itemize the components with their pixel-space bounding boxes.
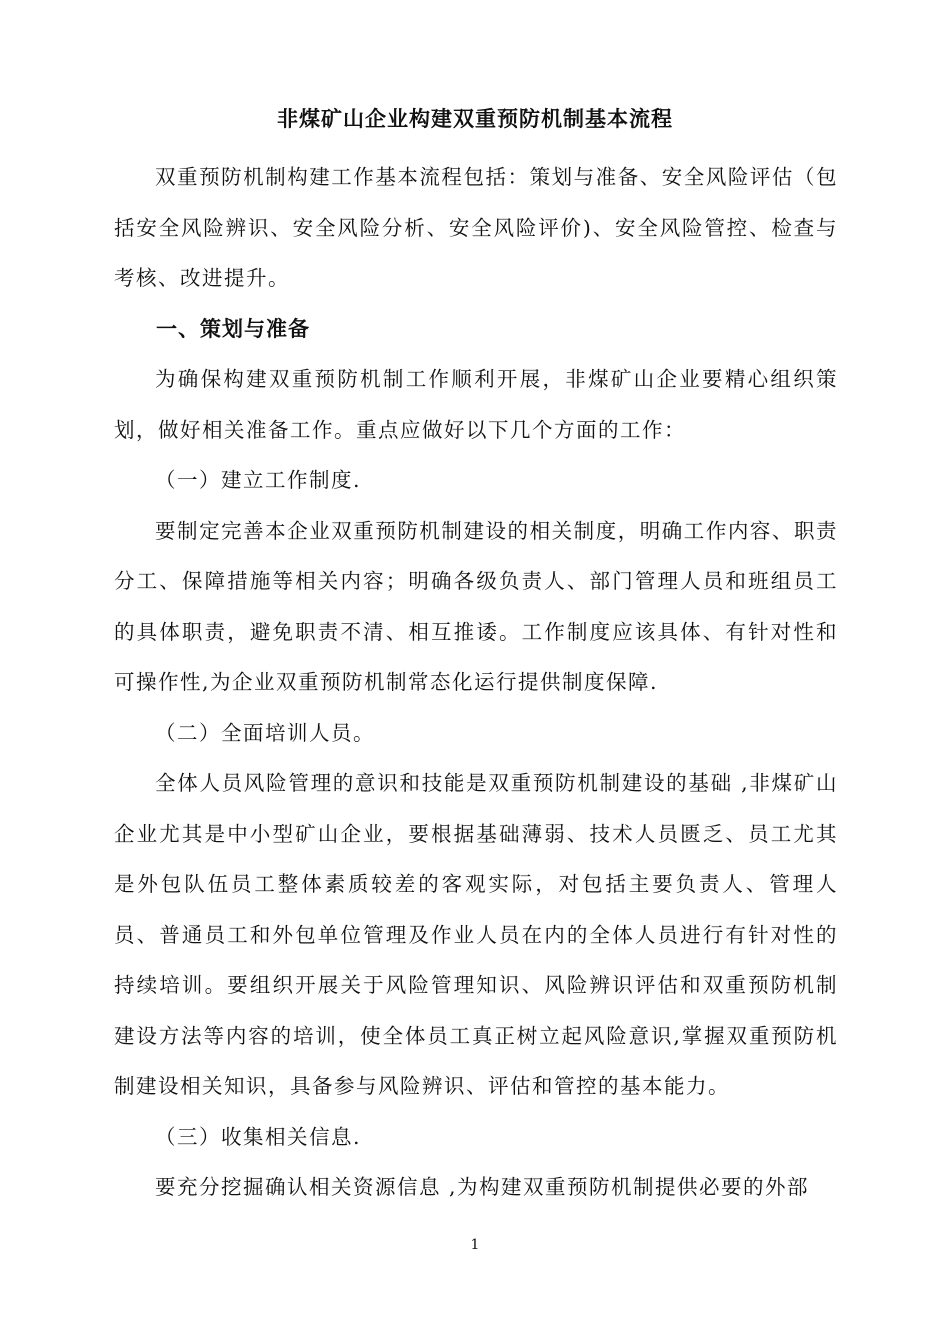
subsection-body-information: 要充分挖掘确认相关资源信息 ,为构建双重预防机制提供必要的外部 <box>155 1175 810 1199</box>
section-intro-paragraph: 为确保构建双重预防机制工作顺利开展，非煤矿山企业要精心组织策划，做好相关准备工作。重点应做好以下几个方面的工作： <box>114 367 838 442</box>
subsection-heading-work-system: （一）建立工作制度. <box>155 468 362 492</box>
document-title: 非煤矿山企业构建双重预防机制基本流程 <box>277 107 673 131</box>
subsection-heading-training: （二）全面培训人员。 <box>155 720 375 745</box>
subsection-body-work-system: 要制定完善本企业双重预防机制建设的相关制度，明确工作内容、职责分工、保障措施等相关内容；明确各级负责人、部门管理人员和班组员工的具体职责，避免职责不清、相互推诿。工作制度应该具体、有针对性和可操作性,为企业双重预防机制常态化运行提供制度保障. <box>114 518 838 694</box>
document-body <box>114 152 838 1213</box>
subsection-body-training: 全体人员风险管理的意识和技能是双重预防机制建设的基础 ,非煤矿山企业尤其是中小型矿山企业，要根据基础薄弱、技术人员匮乏、员工尤其是外包队伍员工整体素质较差的客观实际，对包括主要负责人、管理人员、普通员工和外包单位管理及作业人员在内的全体人员进行有针对性的持续培训。要组织开展关于风险管理知识、风险辨识评估和双重预防机制建设方法等内容的培训，使全体员工真正树立起风险意识,掌握双重预防机制建设相关知识，具备参与风险辨识、评估和管控的基本能力。 <box>114 771 838 1098</box>
page-number: 1 <box>470 1237 480 1253</box>
section-heading-planning: 一、策划与准备 <box>156 316 310 341</box>
intro-paragraph: 双重预防机制构建工作基本流程包括：策划与准备、安全风险评估（包括安全风险辨识、安全风险分析、安全风险评价)、安全风险管控、检查与考核、改进提升。 <box>114 165 838 290</box>
subsection-heading-information: （三）收集相关信息. <box>155 1124 362 1149</box>
